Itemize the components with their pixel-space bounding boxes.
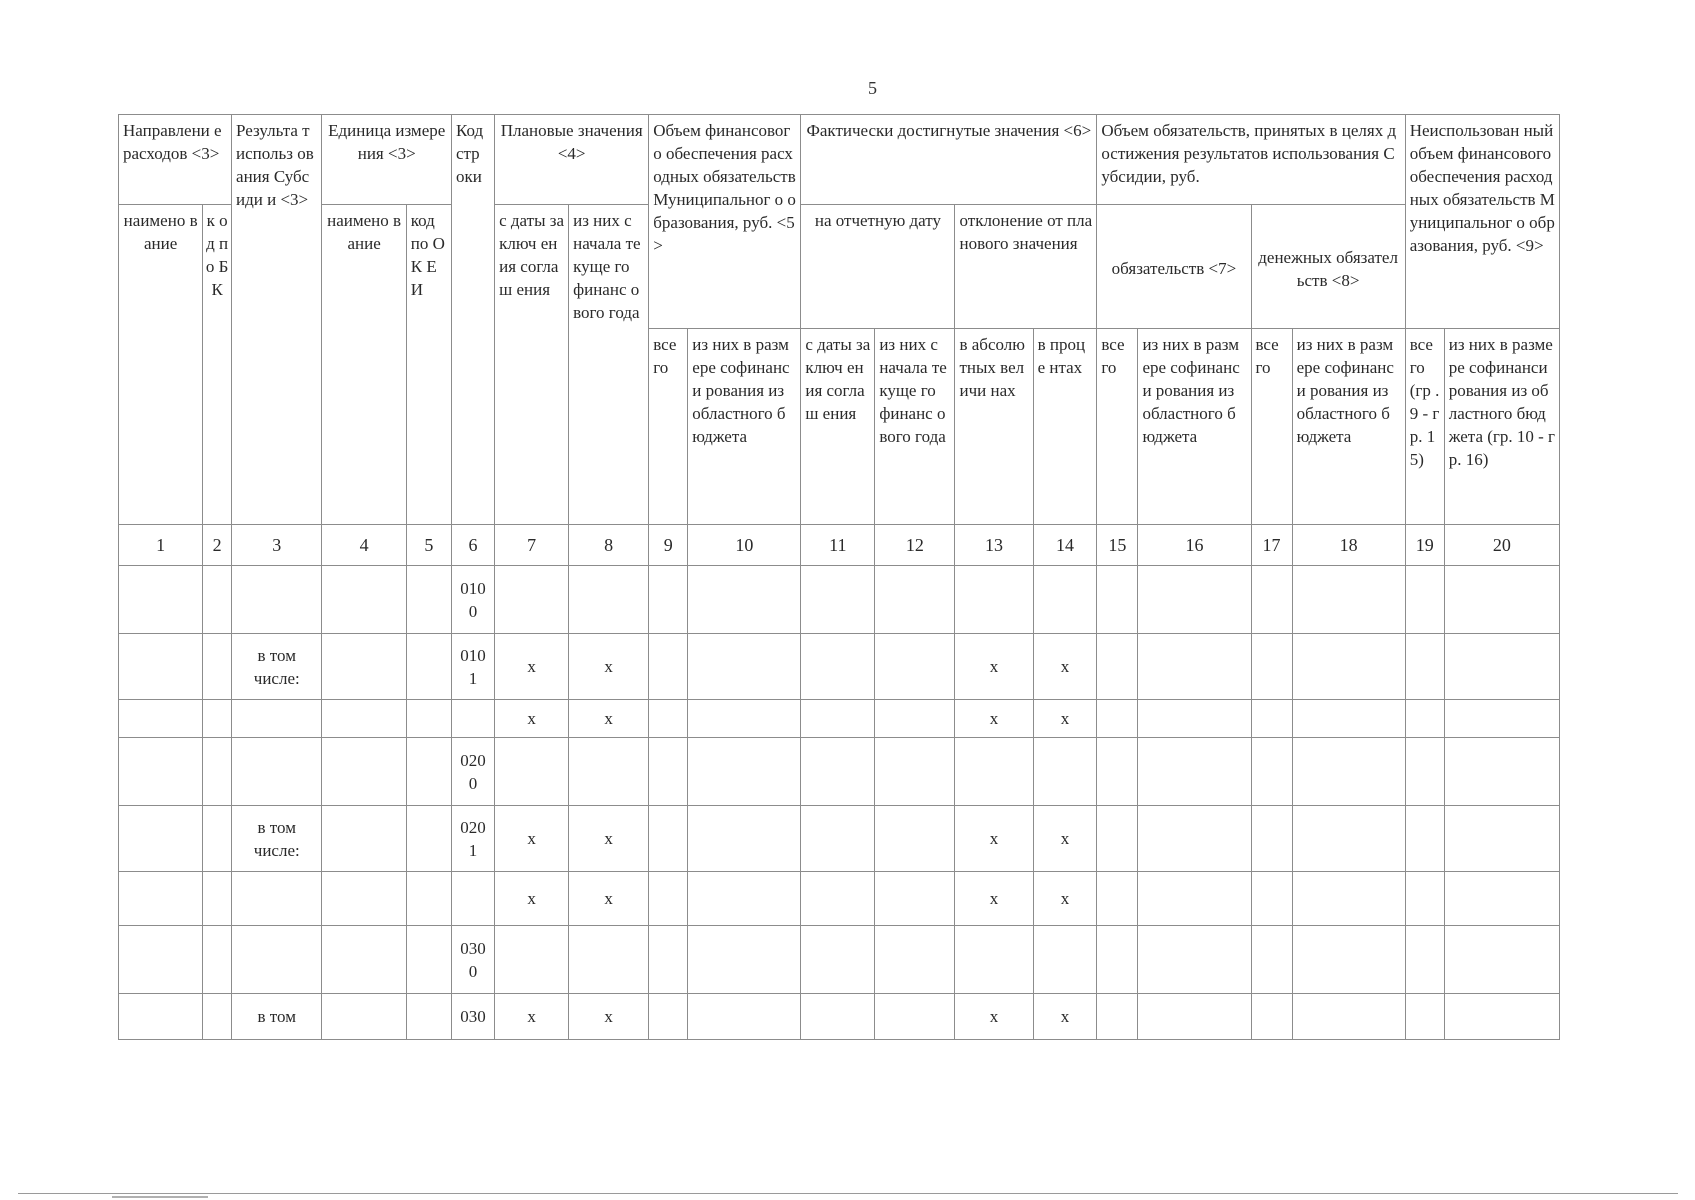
- table-cell: [1444, 700, 1559, 738]
- table-cell: [203, 566, 232, 634]
- header-deviation: отклонение от планового значения: [955, 205, 1097, 329]
- header-obl-total: все го: [1097, 329, 1138, 525]
- table-cell: [1292, 926, 1405, 994]
- x-mark: х: [569, 806, 649, 872]
- column-number: 19: [1405, 525, 1444, 566]
- header-financing: Объем финансового обеспечения расходных обязательств Муниципальног о образования, руб. <5>: [649, 115, 801, 329]
- header-planned: Плановые значения <4>: [495, 115, 649, 205]
- header-unit: Единица измерения <3>: [322, 115, 451, 205]
- x-mark: х: [955, 806, 1033, 872]
- column-number: 9: [649, 525, 688, 566]
- table-row: [119, 700, 1560, 738]
- table-cell: [1033, 926, 1097, 994]
- table-cell: [955, 926, 1033, 994]
- column-number: 3: [232, 525, 322, 566]
- header-financing-cofin: из них в размере софинанси рования из областного бюджета: [688, 329, 801, 525]
- x-mark: х: [955, 872, 1033, 926]
- table-cell: [322, 738, 406, 806]
- x-mark: х: [1033, 806, 1097, 872]
- table-cell: [688, 634, 801, 700]
- table-cell: [1138, 926, 1251, 994]
- table-cell: [119, 634, 203, 700]
- table-cell: [801, 926, 875, 994]
- table-row: [119, 566, 1560, 634]
- x-mark: х: [495, 634, 569, 700]
- table-cell: [1138, 634, 1251, 700]
- table-cell: [322, 926, 406, 994]
- x-mark: х: [495, 872, 569, 926]
- table-cell: [801, 700, 875, 738]
- table-cell: [801, 872, 875, 926]
- table-cell: [1405, 872, 1444, 926]
- header-actual: Фактически достигнутые значения <6>: [801, 115, 1097, 205]
- table-cell: [1138, 738, 1251, 806]
- table-cell: [203, 926, 232, 994]
- table-cell: [875, 566, 955, 634]
- table-cell: [688, 700, 801, 738]
- header-unused: Неиспользован ный объем финансового обеспечения расходных обязательств Муниципальног о образования, руб. <9>: [1405, 115, 1559, 329]
- report-table: [118, 114, 1560, 1040]
- table-row: [119, 806, 1560, 872]
- table-cell: [1138, 872, 1251, 926]
- table-cell: [1444, 926, 1559, 994]
- table-cell: [1251, 872, 1292, 926]
- header-result: Результа т использ ования Субсиди и <3>: [232, 115, 322, 525]
- header-obligations: Объем обязательств, принятых в целях достижения результатов использования Субсидии, руб.: [1097, 115, 1405, 205]
- table-cell: [569, 566, 649, 634]
- table-cell: [875, 700, 955, 738]
- table-cell: [875, 926, 955, 994]
- table-cell: [801, 994, 875, 1040]
- table-cell: [119, 738, 203, 806]
- table-cell: [875, 806, 955, 872]
- x-mark: х: [1033, 872, 1097, 926]
- column-number-row: [119, 525, 1560, 566]
- table-cell: [1097, 806, 1138, 872]
- table-cell: [322, 566, 406, 634]
- table-row: [119, 994, 1560, 1040]
- table-cell: [322, 634, 406, 700]
- row-code: [451, 872, 494, 926]
- table-cell: [875, 634, 955, 700]
- table-body: [119, 566, 1560, 1040]
- table-cell: [119, 926, 203, 994]
- table-cell: [688, 806, 801, 872]
- table-cell: [1097, 700, 1138, 738]
- column-number: 5: [406, 525, 451, 566]
- header-row-code: Код стр оки: [451, 115, 494, 525]
- column-number: 18: [1292, 525, 1405, 566]
- table-cell: [1292, 566, 1405, 634]
- column-number: 8: [569, 525, 649, 566]
- table-cell: [406, 926, 451, 994]
- table-cell: [1251, 566, 1292, 634]
- table-cell: [1292, 806, 1405, 872]
- x-mark: х: [495, 994, 569, 1040]
- table-cell: [649, 926, 688, 994]
- table-cell: [1097, 994, 1138, 1040]
- table-cell: [495, 566, 569, 634]
- table-cell: [688, 738, 801, 806]
- table-cell: [1097, 738, 1138, 806]
- table-cell: [649, 700, 688, 738]
- table-cell: [203, 634, 232, 700]
- table-cell: [875, 872, 955, 926]
- table-cell: [119, 700, 203, 738]
- table-cell: [406, 634, 451, 700]
- column-number: 13: [955, 525, 1033, 566]
- table-cell: [649, 634, 688, 700]
- column-number: 7: [495, 525, 569, 566]
- table-cell: [1292, 634, 1405, 700]
- page-number: 5: [868, 78, 877, 98]
- table-cell: [1444, 872, 1559, 926]
- table-cell: [1138, 700, 1251, 738]
- column-number: 6: [451, 525, 494, 566]
- table-cell: [1405, 634, 1444, 700]
- x-mark: х: [955, 634, 1033, 700]
- column-number: 1: [119, 525, 203, 566]
- header-financing-total: все го: [649, 329, 688, 525]
- column-number: 11: [801, 525, 875, 566]
- header-money-total: все го: [1251, 329, 1292, 525]
- x-mark: х: [569, 634, 649, 700]
- header-deviation-pct: в проце нтах: [1033, 329, 1097, 525]
- table-cell: [801, 806, 875, 872]
- table-cell: [1097, 566, 1138, 634]
- row-code: [451, 700, 494, 738]
- table-cell: [1405, 926, 1444, 994]
- header-actual-on-date: на отчетную дату: [801, 205, 955, 329]
- table-cell: [203, 738, 232, 806]
- table-cell: [1405, 806, 1444, 872]
- x-mark: х: [955, 700, 1033, 738]
- table-cell: [1444, 634, 1559, 700]
- table-row: [119, 738, 1560, 806]
- header-direction: Направлени е расходов <3>: [119, 115, 232, 205]
- x-mark: х: [495, 700, 569, 738]
- table-cell: [1292, 738, 1405, 806]
- table-row: [119, 634, 1560, 700]
- table-cell: [406, 738, 451, 806]
- table-cell: [1138, 994, 1251, 1040]
- column-number: 10: [688, 525, 801, 566]
- header-unit-name: наимено вание: [322, 205, 406, 525]
- row-code: 030 0: [451, 926, 494, 994]
- row-label: [232, 566, 322, 634]
- table-cell: [1405, 738, 1444, 806]
- column-number: 16: [1138, 525, 1251, 566]
- row-label: в том: [232, 994, 322, 1040]
- row-label: [232, 872, 322, 926]
- table-cell: [1444, 566, 1559, 634]
- row-label: в том числе:: [232, 634, 322, 700]
- table-cell: [495, 926, 569, 994]
- table-cell: [1251, 806, 1292, 872]
- table-cell: [406, 806, 451, 872]
- row-label: [232, 926, 322, 994]
- header-obl-cofin: из них в размере софинанси рования из областного бюджета: [1138, 329, 1251, 525]
- header-obligations-sub: обязательств <7>: [1097, 205, 1251, 329]
- row-code: 020 1: [451, 806, 494, 872]
- table-cell: [203, 872, 232, 926]
- header-planned-from-year: из них с начала текуще го финанс ового года: [569, 205, 649, 525]
- table-cell: [406, 700, 451, 738]
- header-planned-from-date: с даты заключ ения соглаш ения: [495, 205, 569, 525]
- column-number: 14: [1033, 525, 1097, 566]
- table-cell: [1097, 872, 1138, 926]
- table-cell: [688, 872, 801, 926]
- table-cell: [649, 806, 688, 872]
- column-number: 17: [1251, 525, 1292, 566]
- table-row: [119, 872, 1560, 926]
- table-cell: [1251, 738, 1292, 806]
- table-cell: [875, 738, 955, 806]
- table-cell: [119, 872, 203, 926]
- table-cell: [406, 994, 451, 1040]
- table-cell: [1097, 634, 1138, 700]
- column-number: 15: [1097, 525, 1138, 566]
- table-cell: [203, 994, 232, 1040]
- table-cell: [1405, 700, 1444, 738]
- table-cell: [1251, 994, 1292, 1040]
- x-mark: х: [569, 700, 649, 738]
- table-cell: [688, 926, 801, 994]
- table-cell: [322, 700, 406, 738]
- column-number: 4: [322, 525, 406, 566]
- table-cell: [688, 566, 801, 634]
- table-cell: [495, 738, 569, 806]
- table-cell: [1405, 566, 1444, 634]
- footer-divider: [18, 1193, 1678, 1194]
- x-mark: х: [1033, 634, 1097, 700]
- header-deviation-abs: в абсолю тных величи нах: [955, 329, 1033, 525]
- table-cell: [119, 994, 203, 1040]
- table-cell: [649, 566, 688, 634]
- header-unit-code: код по ОК ЕИ: [406, 205, 451, 525]
- table-cell: [1405, 994, 1444, 1040]
- table-cell: [875, 994, 955, 1040]
- x-mark: х: [495, 806, 569, 872]
- row-label: [232, 738, 322, 806]
- table-cell: [322, 872, 406, 926]
- table-cell: [649, 994, 688, 1040]
- table-cell: [1251, 700, 1292, 738]
- column-number: 20: [1444, 525, 1559, 566]
- row-code: 010 1: [451, 634, 494, 700]
- table-cell: [119, 566, 203, 634]
- table-cell: [649, 872, 688, 926]
- row-code: 030: [451, 994, 494, 1040]
- table-cell: [569, 738, 649, 806]
- x-mark: х: [569, 872, 649, 926]
- row-label: в том числе:: [232, 806, 322, 872]
- header-actual-from-date: с даты заключ ения соглаш ения: [801, 329, 875, 525]
- report-table-container: [118, 114, 1560, 1040]
- table-cell: [1138, 806, 1251, 872]
- table-cell: [1292, 700, 1405, 738]
- table-cell: [406, 566, 451, 634]
- table-cell: [955, 566, 1033, 634]
- table-cell: [649, 738, 688, 806]
- table-cell: [1251, 926, 1292, 994]
- table-cell: [801, 566, 875, 634]
- table-cell: [801, 738, 875, 806]
- table-cell: [203, 806, 232, 872]
- table-cell: [688, 994, 801, 1040]
- header-money-obligations: денежных обязательств <8>: [1251, 205, 1405, 329]
- row-code: 010 0: [451, 566, 494, 634]
- table-cell: [1033, 738, 1097, 806]
- x-mark: х: [1033, 700, 1097, 738]
- x-mark: х: [1033, 994, 1097, 1040]
- table-cell: [322, 806, 406, 872]
- column-number: 2: [203, 525, 232, 566]
- table-cell: [119, 806, 203, 872]
- table-cell: [1444, 806, 1559, 872]
- table-cell: [322, 994, 406, 1040]
- table-cell: [1138, 566, 1251, 634]
- row-code: 020 0: [451, 738, 494, 806]
- header-money-cofin: из них в размере софинанси рования из областного бюджета: [1292, 329, 1405, 525]
- header-actual-from-year: из них с начала текуще го финанс ового года: [875, 329, 955, 525]
- table-cell: [1444, 994, 1559, 1040]
- x-mark: х: [569, 994, 649, 1040]
- footer-mark: [112, 1196, 208, 1198]
- table-cell: [1097, 926, 1138, 994]
- table-cell: [569, 926, 649, 994]
- column-number: 12: [875, 525, 955, 566]
- table-cell: [203, 700, 232, 738]
- header-direction-code: к о д п о Б К: [203, 205, 232, 525]
- table-cell: [406, 872, 451, 926]
- table-cell: [1033, 566, 1097, 634]
- table-cell: [1292, 872, 1405, 926]
- table-cell: [801, 634, 875, 700]
- table-cell: [1251, 634, 1292, 700]
- row-label: [232, 700, 322, 738]
- header-direction-name: наимено вание: [119, 205, 203, 525]
- header-unused-total: все го (гр . 9 - гр. 15): [1405, 329, 1444, 525]
- table-row: [119, 926, 1560, 994]
- header-unused-cofin: из них в размере софинанси рования из областного бюджета (гр. 10 - гр. 16): [1444, 329, 1559, 525]
- table-cell: [955, 738, 1033, 806]
- x-mark: х: [955, 994, 1033, 1040]
- table-cell: [1444, 738, 1559, 806]
- table-cell: [1292, 994, 1405, 1040]
